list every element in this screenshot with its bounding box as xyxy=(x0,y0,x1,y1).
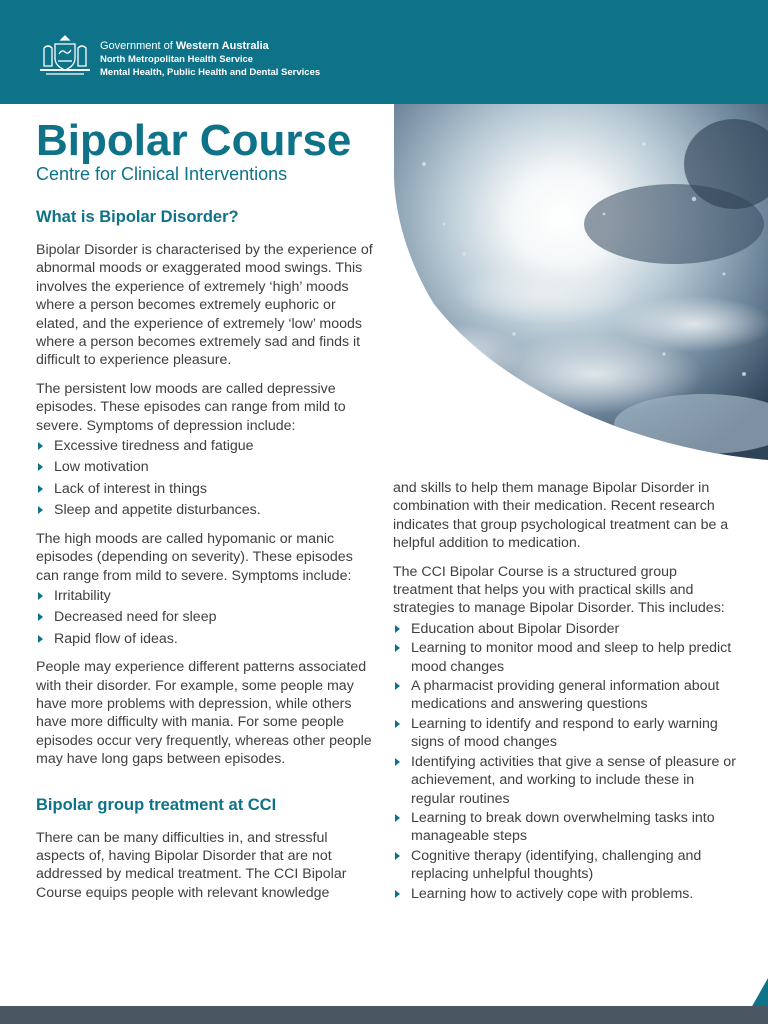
bullet-arrow-icon xyxy=(395,852,400,860)
bullet-arrow-icon xyxy=(395,625,400,633)
list-item: A pharmacist providing general information about medications and answering questions xyxy=(393,677,738,714)
list-item: Low motivation xyxy=(36,458,378,476)
what-is-bipolar-heading: What is Bipolar Disorder? xyxy=(36,208,239,226)
sky-photo xyxy=(394,104,768,460)
bullet-arrow-icon xyxy=(395,682,400,690)
bullet-arrow-icon xyxy=(395,814,400,822)
government-line: Government of Western Australia xyxy=(100,40,269,52)
page-subtitle: Centre for Clinical Interventions xyxy=(36,164,288,184)
bullet-arrow-icon xyxy=(38,485,43,493)
bullet-arrow-icon xyxy=(395,890,400,898)
intro-paragraph: Bipolar Disorder is characterised by the experience of abnormal moods or exaggerated mood swings. This involves the experience of extremely ‘high’ moods where a person becomes extremely euphoric or elated, and the experience of extremely ‘low’ moods where a person becomes extremely sad and finds it difficult to experience pleasure. xyxy=(36,242,373,369)
list-item: Decreased need for sleep xyxy=(36,608,378,626)
list-item: Education about Bipolar Disorder xyxy=(393,620,738,638)
list-item: Cognitive therapy (identifying, challenging and replacing unhelpful thoughts) xyxy=(393,847,738,884)
wa-coat-of-arms-icon xyxy=(36,34,94,76)
treatment-paragraph-continued: and skills to help them manage Bipolar Disorder in combination with their medication. Recent research indicates that group psychological treatment can be a helpful addition to medication. xyxy=(393,480,729,552)
list-item: Sleep and appetite disturbances. xyxy=(36,501,378,519)
health-service-line: North Metropolitan Health Service xyxy=(100,54,254,65)
mania-symptom-list xyxy=(36,587,378,648)
bullet-arrow-icon xyxy=(38,613,43,621)
left-column xyxy=(36,207,378,912)
list-item: Learning how to actively cope with problems. xyxy=(393,885,738,903)
course-includes-list xyxy=(393,620,738,903)
list-item: Learning to break down overwhelming tasks into manageable steps xyxy=(393,809,738,846)
bullet-arrow-icon xyxy=(395,644,400,652)
bullet-arrow-icon xyxy=(38,635,43,643)
list-item: Irritability xyxy=(36,587,378,605)
list-item: Rapid flow of ideas. xyxy=(36,630,378,648)
list-item: Identifying activities that give a sense of pleasure or achievement, and working to include these in regular routines xyxy=(393,753,738,808)
page-title: Bipolar Course xyxy=(36,116,352,165)
treatment-paragraph: There can be many difficulties in, and stressful aspects of, having Bipolar Disorder that are not addressed by medical treatment. The CCI Bipolar Course equips people with relevant knowledge xyxy=(36,829,347,901)
list-item: Learning to identify and respond to early warning signs of mood changes xyxy=(393,715,738,752)
depression-symptom-list xyxy=(36,437,378,520)
right-column xyxy=(393,479,738,913)
patterns-paragraph: People may experience different patterns associated with their disorder. For example, some people may have more problems with depression, while others have more difficulty with mania. For some people episodes occur very frequently, whereas other people may have long gaps between episodes. xyxy=(36,659,372,768)
footer-bar xyxy=(0,1006,768,1024)
bullet-arrow-icon xyxy=(38,506,43,514)
bullet-arrow-icon xyxy=(395,758,400,766)
header-banner xyxy=(0,0,768,104)
course-paragraph: The CCI Bipolar Course is a structured group treatment that helps you with practical skills and strategies to manage Bipolar Disorder. This includes: xyxy=(393,563,725,617)
bullet-arrow-icon xyxy=(38,463,43,471)
division-line: Mental Health, Public Health and Dental Services xyxy=(100,67,321,78)
list-item: Excessive tiredness and fatigue xyxy=(36,437,378,455)
bullet-arrow-icon xyxy=(395,720,400,728)
bullet-arrow-icon xyxy=(38,442,43,450)
list-item: Lack of interest in things xyxy=(36,480,378,498)
list-item: Learning to monitor mood and sleep to help predict mood changes xyxy=(393,639,738,676)
government-branding xyxy=(100,40,320,79)
mania-paragraph: The high moods are called hypomanic or manic episodes (depending on severity). These episodes can range from mild to severe. Symptoms include: xyxy=(36,530,353,584)
group-treatment-heading: Bipolar group treatment at CCI xyxy=(36,795,277,814)
depression-paragraph: The persistent low moods are called depressive episodes. These episodes can range from mild to severe. Symptoms of depression include: xyxy=(36,380,346,434)
bullet-arrow-icon xyxy=(38,592,43,600)
